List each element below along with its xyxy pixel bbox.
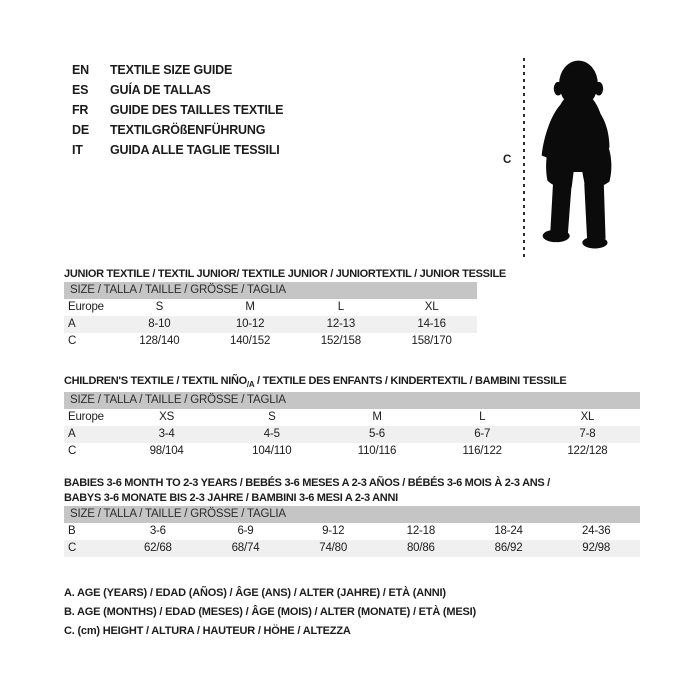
language-label: GUÍA DE TALLAS (110, 83, 211, 97)
row-label: A (68, 428, 76, 441)
language-code: FR (72, 103, 89, 117)
size-table-section-babies (64, 476, 640, 557)
table-title-segment: BABIES 3-6 MONTH TO 2-3 YEARS / BEBÉS 3-6 MESES A 2-3 AÑOS / BÉBÉS 3-6 MOIS À 2-3 ANS / (64, 477, 550, 489)
size-table-section-children (64, 374, 640, 460)
table-cell: 92/98 (582, 542, 611, 554)
row-label: C (68, 542, 77, 554)
note-line: C. (cm) HEIGHT / ALTURA / HAUTEUR / HÖHE / ALTEZZA (64, 625, 351, 637)
row-label: Europe (68, 411, 104, 424)
table-cell: 74/80 (319, 542, 348, 554)
table-title (64, 267, 506, 282)
table-row (64, 333, 477, 350)
table-cell: 152/158 (320, 335, 361, 347)
language-code: DE (72, 123, 89, 137)
table-cell: 140/152 (230, 335, 271, 347)
table-row (64, 299, 477, 316)
notes-block (64, 584, 476, 641)
table-cell: M (372, 411, 382, 424)
table-row (64, 443, 640, 460)
measure-c-label: C (503, 154, 512, 166)
table-cell: 12-18 (406, 525, 436, 537)
table-cell: 6-7 (474, 428, 491, 441)
table-cell: 86/92 (494, 542, 523, 554)
table-cell: 10-12 (235, 318, 265, 330)
language-code: EN (72, 63, 89, 77)
table-cell: XL (424, 301, 439, 313)
table-cell: 14-16 (417, 318, 446, 330)
language-label: TEXTILE SIZE GUIDE (110, 63, 233, 77)
size-header-bar: SIZE / TALLA / TAILLE / GRÖSSE / TAGLIA (64, 506, 640, 523)
size-header-bar: SIZE / TALLA / TAILLE / GRÖSSE / TAGLIA (64, 282, 477, 299)
table-title-segment: BABYS 3-6 MONATE BIS 2-3 JAHRE / BAMBINI 3-6 MESI A 2-3 ANNI (64, 492, 398, 504)
table-cell: 62/68 (143, 542, 172, 554)
table-cell: 8-10 (148, 318, 171, 330)
language-label: GUIDE DES TAILLES TEXTILE (110, 103, 284, 117)
row-label: Europe (68, 301, 104, 313)
language-code: IT (72, 143, 83, 157)
table-title-segment: /A (246, 380, 255, 390)
table-cell: S (155, 301, 164, 313)
table-cell: XL (580, 411, 595, 424)
language-label: TEXTILGRÖßENFÜHRUNG (110, 123, 266, 137)
language-code: ES (72, 83, 89, 97)
table-cell: 128/140 (139, 335, 180, 347)
table-title (64, 374, 640, 392)
table-cell: 3-4 (158, 428, 175, 441)
table-cell: S (268, 411, 276, 424)
row-label: B (68, 525, 76, 537)
table-cell: 3-6 (149, 525, 166, 537)
table-cell: 80/86 (406, 542, 435, 554)
table-cell: 110/116 (357, 445, 397, 458)
size-header-bar: SIZE / TALLA / TAILLE / GRÖSSE / TAGLIA (64, 392, 640, 409)
language-label: GUIDA ALLE TAGLIE TESSILI (110, 143, 280, 157)
size-table-section-junior (64, 267, 506, 350)
table-cell: 122/128 (567, 445, 608, 458)
table-cell: 18-24 (494, 525, 523, 537)
note-line: A. AGE (YEARS) / EDAD (AÑOS) / ÂGE (ANS) / ALTER (JAHRE) / ETÀ (ANNI) (64, 587, 446, 599)
table-row (64, 426, 640, 443)
table-title-segment: / TEXTILE DES ENFANTS / KINDERTEXTIL / BAMBINI TESSILE (254, 375, 567, 387)
table-cell: XS (159, 411, 175, 424)
table-cell: L (337, 301, 344, 313)
table-cell: 116/122 (462, 445, 502, 458)
table-cell: 4-5 (263, 428, 280, 441)
table-row (64, 540, 640, 557)
table-cell: 98/104 (149, 445, 184, 458)
row-label: C (68, 335, 77, 347)
note-line: B. AGE (MONTHS) / EDAD (MESES) / ÂGE (MOIS) / ALTER (MONATE) / ETÀ (MESI) (64, 606, 476, 618)
table-cell: L (479, 411, 486, 424)
table-row (64, 409, 640, 426)
table-title-segment: CHILDREN'S TEXTILE / TEXTIL NIÑO (64, 375, 247, 387)
table-cell: 5-6 (368, 428, 386, 441)
table-cell: M (245, 301, 255, 313)
table-row (64, 316, 477, 333)
row-label: C (68, 445, 77, 458)
table-row (64, 523, 640, 540)
table-cell: 24-36 (581, 525, 611, 537)
table-cell: 12-13 (326, 318, 356, 330)
row-label: A (68, 318, 76, 330)
table-cell: 7-8 (579, 428, 596, 441)
table-cell: 158/170 (411, 335, 452, 347)
table-cell: 6-9 (237, 525, 254, 537)
table-title (64, 476, 640, 491)
table-cell: 9-12 (322, 525, 345, 537)
table-title (64, 491, 640, 506)
table-cell: 104/110 (252, 445, 292, 458)
table-title-segment: JUNIOR TEXTILE / TEXTIL JUNIOR/ TEXTILE JUNIOR / JUNIORTEXTIL / JUNIOR TESSILE (64, 268, 506, 280)
table-cell: 68/74 (231, 542, 260, 554)
